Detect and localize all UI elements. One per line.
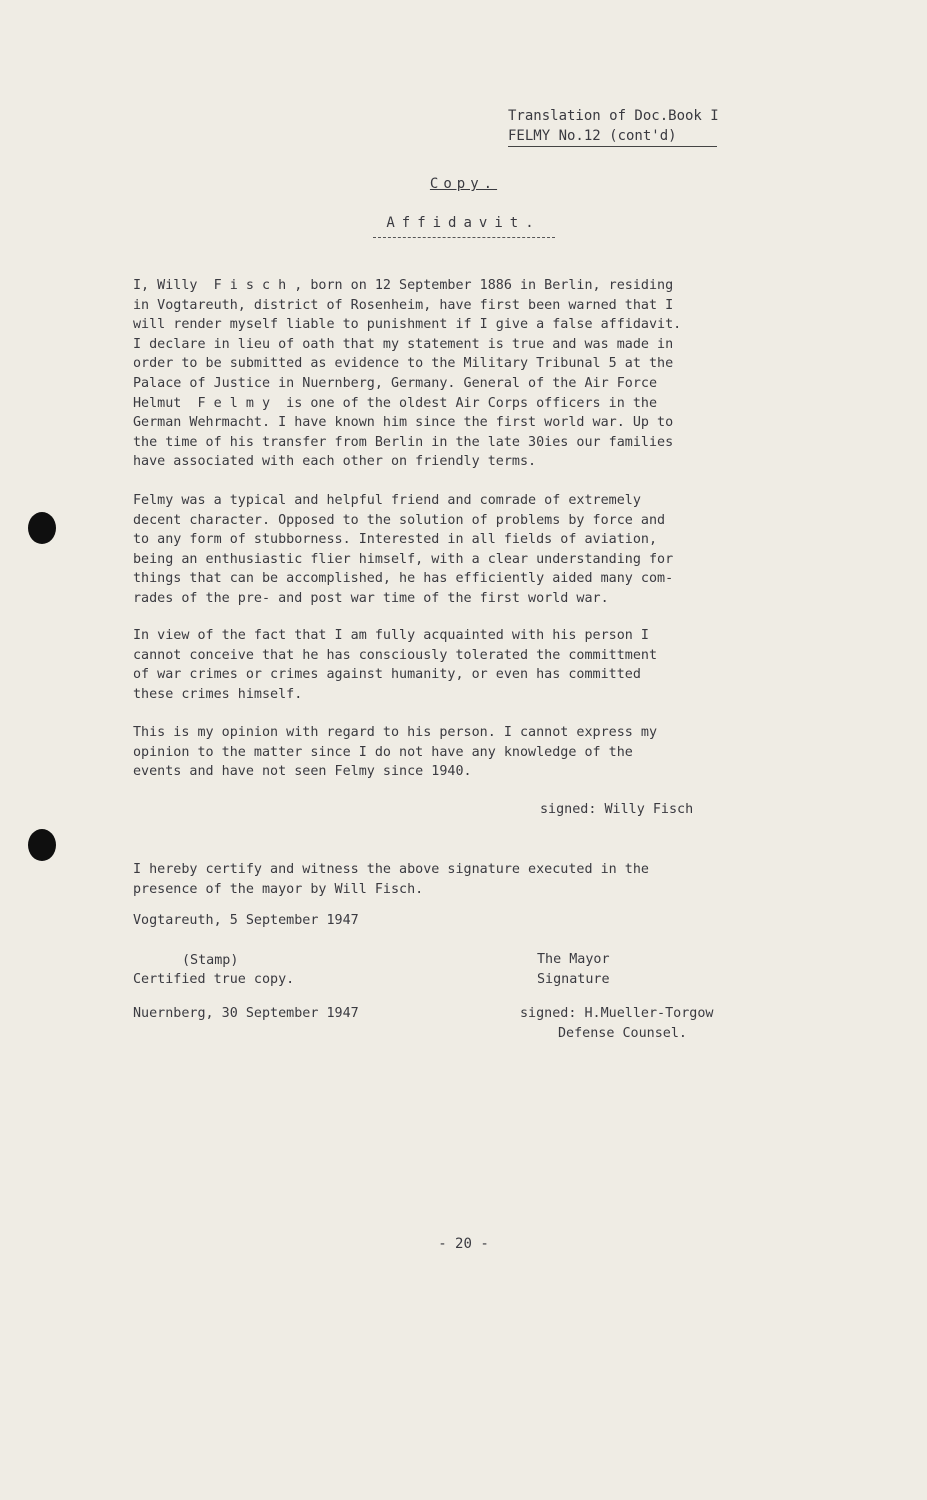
counsel-signature: signed: H.Mueller-Torgow <box>520 1006 714 1021</box>
certified-copy-label: Certified true copy. <box>133 972 295 987</box>
stamp-label: (Stamp) <box>182 953 239 968</box>
counsel-block <box>520 1004 713 1043</box>
place-date: Vogtareuth, 5 September 1947 <box>133 913 359 928</box>
paragraph: In view of the fact that I am fully acquainted with his person I cannot conceive that he has consciously tolerated the committment of war crimes or crimes against humanity, or even has committed these crimes himself. <box>133 628 658 702</box>
affidavit-heading: Affidavit. <box>0 215 927 238</box>
mayor-block <box>537 950 610 989</box>
mayor-signature: Signature <box>537 971 610 987</box>
affiant-signature: signed: Willy Fisch <box>540 802 694 817</box>
copy-heading: Copy. <box>429 176 498 192</box>
counsel-role: Defense Counsel. <box>558 1025 687 1041</box>
punch-hole <box>28 512 56 544</box>
mayor-title: The Mayor <box>537 952 610 967</box>
doc-book-line: Translation of Doc.Book I <box>508 108 719 124</box>
paragraph: Felmy was a typical and helpful friend and comrade of extremely decent character. Opposed to the solution of problems by force and to any form of stubborness. Interested in all fields of aviation, being an enthusiastic flier himself, with a clear understanding for things that can be accomplished, he has efficiently aided many com- rades of the pre- and post war time of the first world war. <box>133 493 674 606</box>
exhibit-number: FELMY No.12 (cont'd) <box>508 126 717 147</box>
paragraph: This is my opinion with regard to his person. I cannot express my opinion to the matter since I do not have any knowledge of the events and have not seen Felmy since 1940. <box>133 725 658 780</box>
page-number: - 20 - <box>438 1236 489 1252</box>
certification-text: I hereby certify and witness the above signature executed in the presence of the mayor by Will Fisch. <box>133 862 649 897</box>
document-reference <box>508 106 719 147</box>
heading-underline <box>373 237 555 238</box>
punch-hole <box>28 829 56 861</box>
paragraph: I, Willy F i s c h , born on 12 September 1886 in Berlin, residing in Vogtareuth, district of Rosenheim, have first been warned that I will render myself liable to punishment if I give a false affidavit. I declare in lieu of oath that my statement is true and was made in order to be submitted as evidence to the Military Tribunal 5 at the Palace of Justice in Nuernberg, Germany. General of the Air Force Helmut F e l m y is one of the oldest Air Corps officers in the German Wehrmacht. I have known him since the first world war. Up to the time of his transfer from Berlin in the late 30ies our families have associated with each other on friendly terms. <box>133 278 682 470</box>
nuernberg-date: Nuernberg, 30 September 1947 <box>133 1006 359 1021</box>
